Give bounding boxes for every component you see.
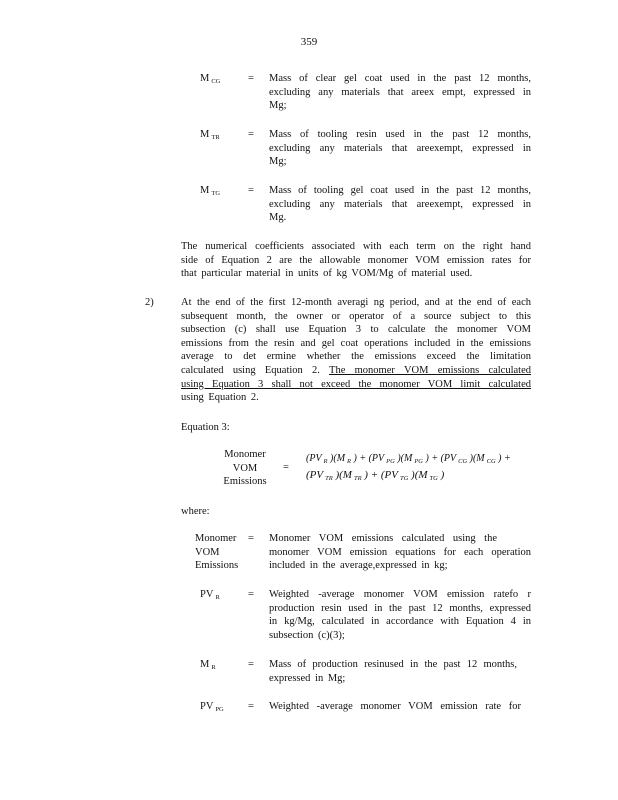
equation-subscript: PG <box>414 458 423 465</box>
definition-text: Weighted -average monomer VOM emission rate for <box>269 701 521 712</box>
equals-sign: = <box>248 701 254 712</box>
equation-subscript: TG <box>429 475 438 482</box>
item-number: 2) <box>145 297 154 308</box>
equation-term: )(M <box>332 469 352 481</box>
where-label: where: <box>181 506 210 517</box>
equation-subscript: R <box>347 458 352 465</box>
symbol: Monomer VOM Emissions <box>195 533 239 572</box>
equation-rhs-line-2 <box>306 469 546 483</box>
equation-lhs: Monomer VOM Emissions <box>223 449 267 488</box>
underlined-amendment: using Equation 3 shall not exceed the monomer VOM limit calculated <box>181 378 531 390</box>
line-with-amendment: calculated using Equation 2. The monomer VOM emissions calculated <box>181 364 532 376</box>
equation-term: ) + (PV <box>361 469 398 481</box>
definition-text: Mass of tooling resin used in the past 12 months, excluding any materials that areexempt, expressed in Mg; <box>269 129 531 168</box>
equals-sign: = <box>248 533 254 544</box>
equation-term: )(M <box>408 469 428 481</box>
underlined-amendment: The monomer VOM emissions calculated <box>329 364 532 376</box>
equation-rhs-line-1 <box>306 452 546 466</box>
equation-subscript: PG <box>386 458 395 465</box>
equals-sign: = <box>248 129 254 140</box>
equation-term: )(M <box>467 453 485 464</box>
symbol: M $_{TR}$ <box>200 129 220 141</box>
equation-term: ) + (PV <box>422 453 457 464</box>
symbol: M $_{TG}$ <box>200 185 221 197</box>
definition-text: Weighted -average monomer VOM emission ratefo r production resin used in the past 12 months, expressed in kg/Mg, calculated in accordance with Equation 4 in subsection (c)(3); <box>269 589 531 641</box>
equation-equals: = <box>283 462 289 473</box>
definition-text: Mass of production resinused in the past 12 months, expressed in Mg; <box>269 659 517 684</box>
equation-term: )(M <box>394 453 413 464</box>
equals-sign: = <box>248 589 254 600</box>
definition-text: Mass of tooling gel coat used in the past 12 months, excluding any materials that areexempt, expressed in Mg. <box>269 185 531 224</box>
equation-label: Equation 3: <box>181 422 230 433</box>
coefficients-paragraph: The numerical coefficients associated with each term on the right hand side of Equation 2 are the allowable monomer VOM emission rates for that particular material in units of kg VOM/Mg of material used. <box>181 241 531 280</box>
symbol: PV $_R$ <box>200 589 220 601</box>
equation-subscript: CG <box>486 458 496 465</box>
equals-sign: = <box>248 73 254 84</box>
equation-subscript: TR <box>353 475 362 482</box>
equation-term: )(M <box>327 453 346 464</box>
equation-term: ) + (PV <box>351 453 385 464</box>
symbol: M $_{CG}$ <box>200 73 221 85</box>
symbol: M $_R$ <box>200 659 216 671</box>
equation-term: (PV <box>306 469 324 481</box>
definition-text: Monomer VOM emissions calculated using the monomer VOM emission equations for each operation included in the average,expressed in kg; <box>269 533 531 572</box>
equation-subscript: TG <box>399 475 409 482</box>
equation-term: ) + <box>495 453 511 464</box>
item-paragraph: At the end of the first 12-month averagi ng period, and at the end of each subsequent month, the owner or operator of a source subject to this subsection (c) shall use Equation 3 to calculate the monomer VOM emissions from the resin and gel coat operations included in the emissions average to det ermine whether the emissions exceed the limitation calculated using Equation 2. The monomer VOM emissions calculated using Equation 3 shall not exceed the monomer VOM limit calculated using Equation 2. <box>181 297 532 404</box>
equation-subscript: TR <box>325 475 333 482</box>
symbol: PV $_{PG}$ <box>200 701 224 713</box>
equation-subscript: R <box>323 458 328 465</box>
equals-sign: = <box>248 659 254 670</box>
definition-text: Mass of clear gel coat used in the past 12 months, excluding any materials that areex empt, expressed in Mg; <box>269 73 531 112</box>
equation-term: (PV <box>306 453 322 464</box>
equals-sign: = <box>248 185 254 196</box>
equation-subscript: CG <box>458 458 468 465</box>
page-number: 359 <box>300 36 318 48</box>
equation-term: ) <box>437 469 445 481</box>
